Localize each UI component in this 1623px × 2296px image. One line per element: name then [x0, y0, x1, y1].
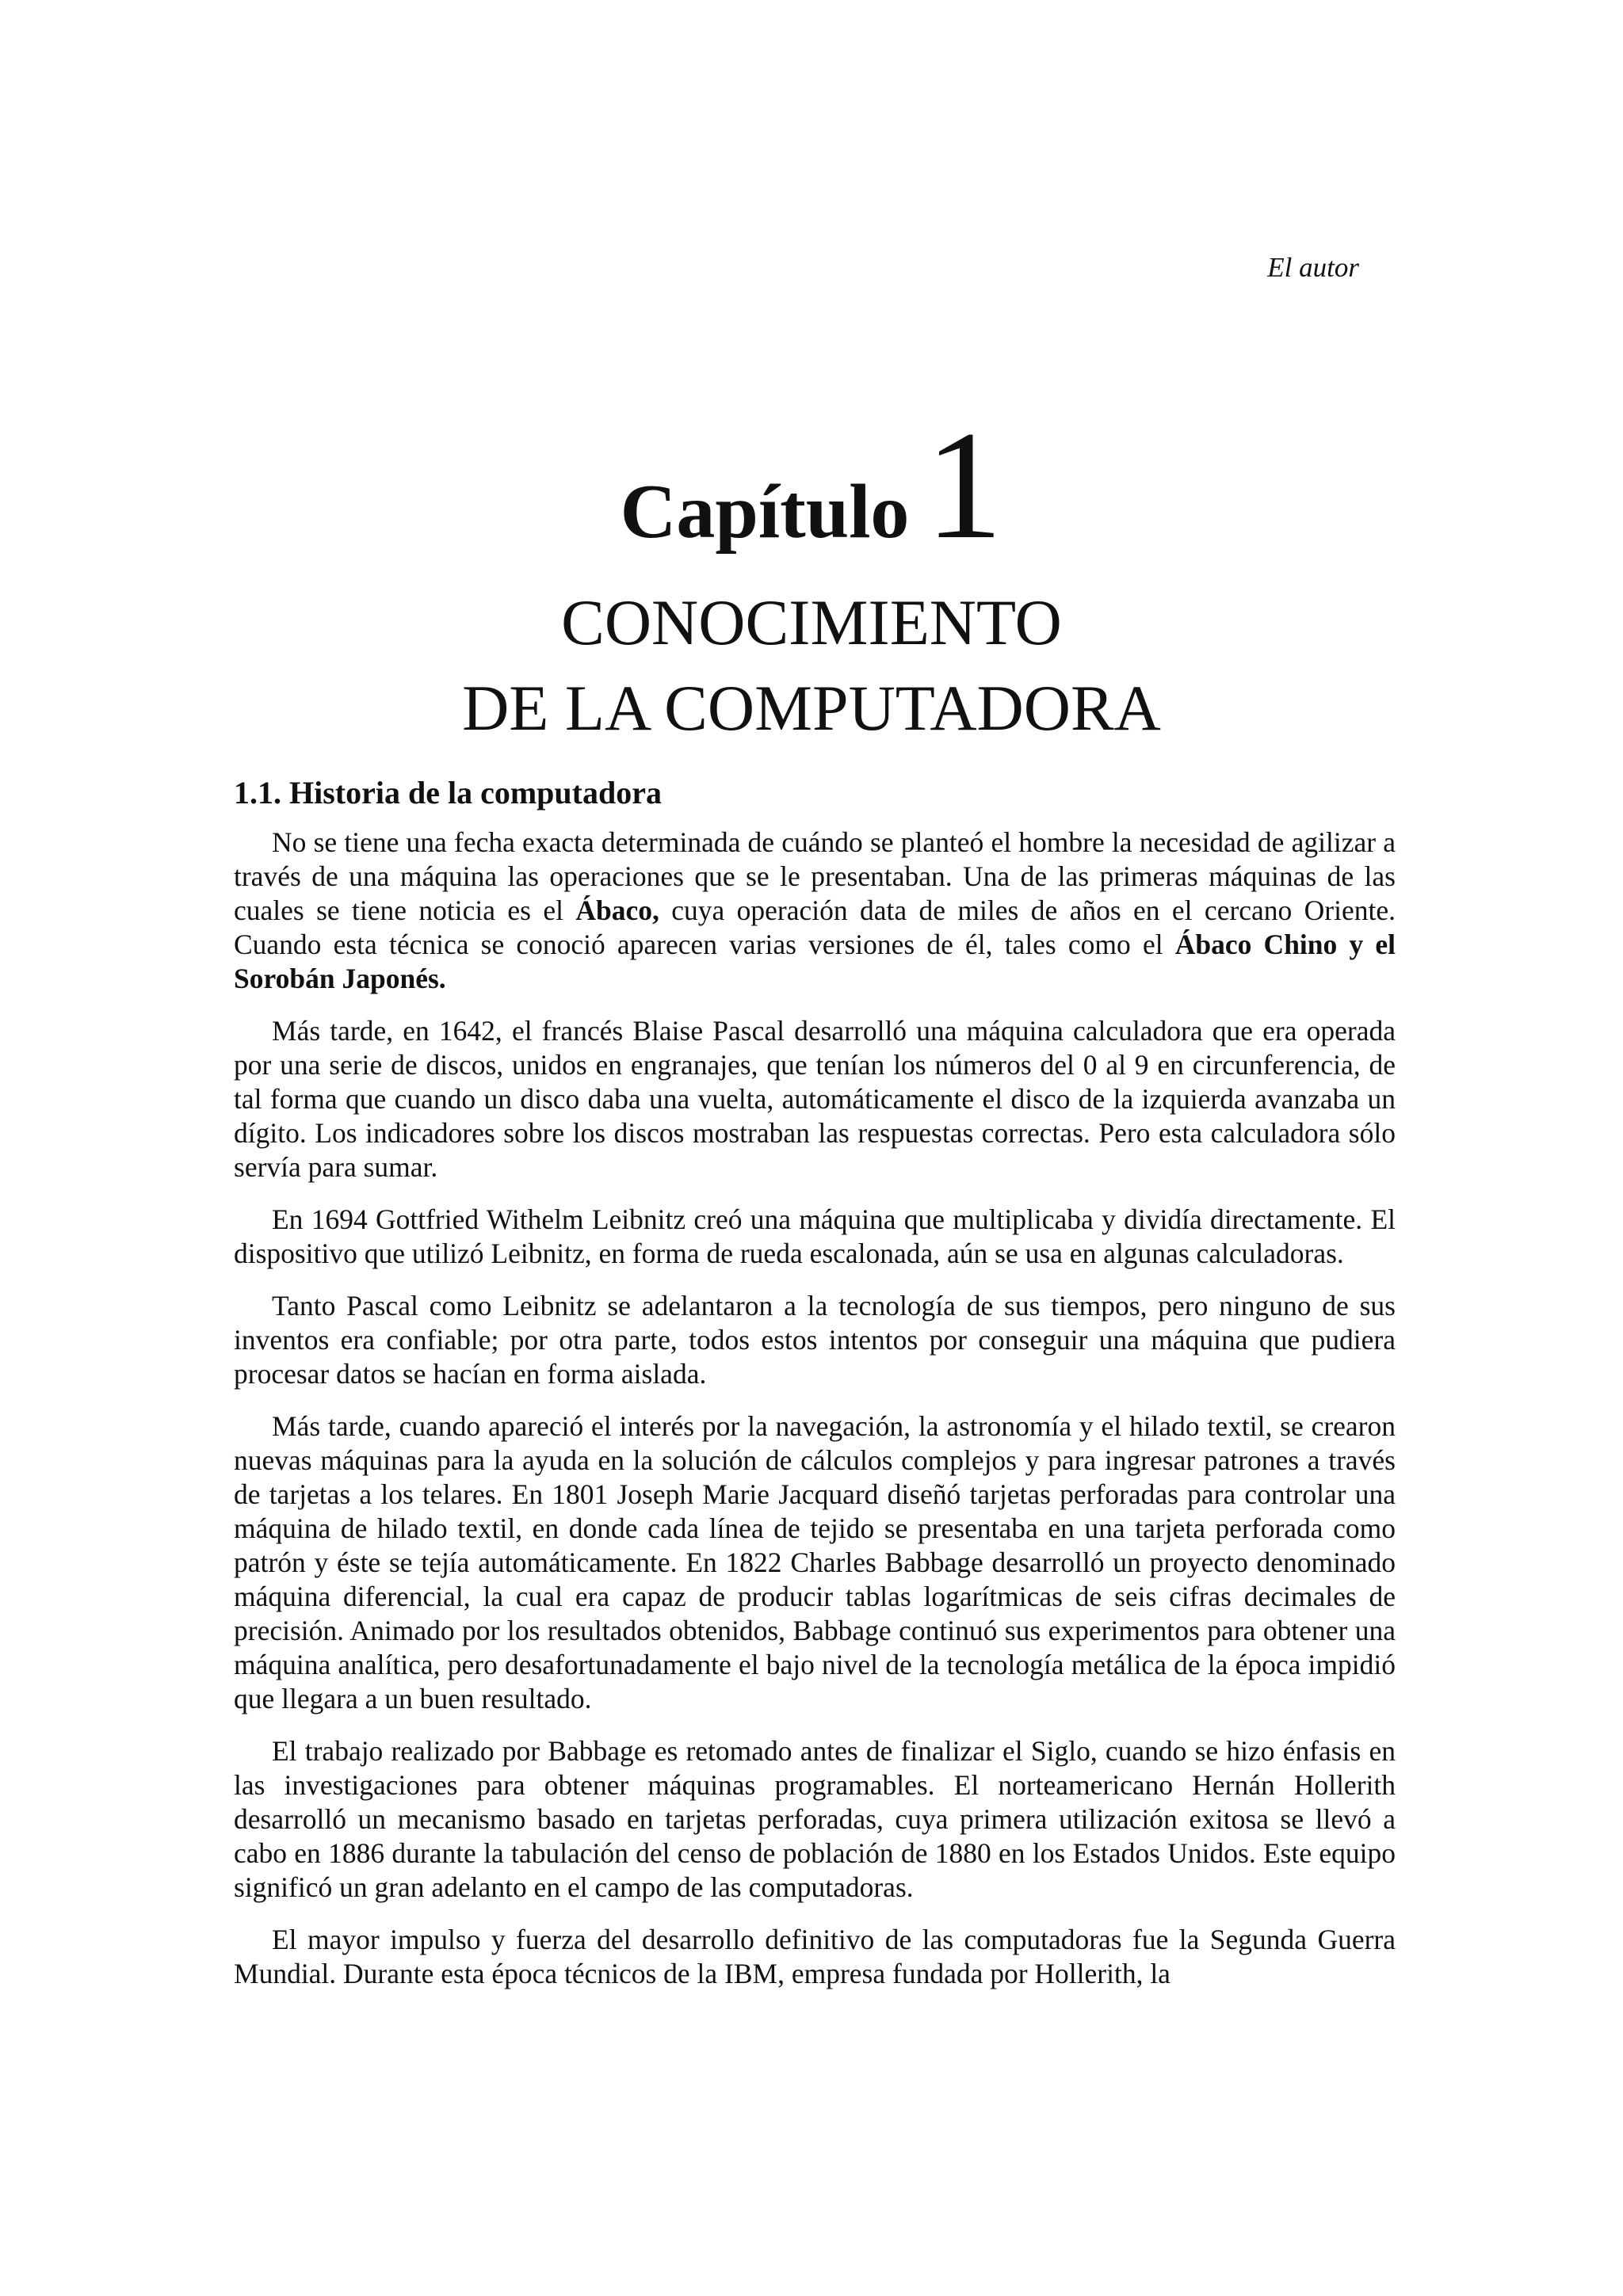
chapter-label: Capítulo: [620, 469, 910, 555]
paragraph-2: Más tarde, en 1642, el francés Blaise Pascal desarrolló una máquina calculadora que era operada por una serie de discos, unidos en engranajes, que tenían los números del 0 al 9 en circunferencia, de tal forma que cuando un disco daba una vuelta, automáticamente el disco de la izquierda avanzaba un dígito. Los indicadores sobre los discos mostraban las respuestas correctas. Pero esta calculadora sólo servía para sumar.: [234, 1015, 1396, 1183]
paragraph-1-text-c: cuya operación data de miles de años en el cercano Oriente. Cuando esta técnica se conoció aparecen varias versiones de él, tales como el: [234, 894, 1396, 960]
paragraph-1-text-a: No se tiene una fecha exacta determinada de cuándo se planteó el hombre la necesidad de agilizar a través de una máquina las operaciones que se le presentaban. Una de las primeras máquinas de las cuales se tiene noticia es el: [234, 826, 1396, 926]
body-text: [234, 826, 1396, 2009]
chapter-number: 1: [925, 399, 1003, 571]
abaco-chino-term: Ábaco Chino y el Sorobán Japonés.: [234, 929, 1396, 994]
paragraph-7: El mayor impulso y fuerza del desarrollo definitivo de las computadoras fue la Segunda Guerra Mundial. Durante esta época técnicos de la IBM, empresa fundada por Hollerith, la: [234, 1924, 1396, 1989]
paragraph-1: [234, 826, 1396, 996]
chapter-title-line-2: DE LA COMPUTADORA: [462, 672, 1161, 744]
chapter-title: [0, 580, 1623, 751]
abaco-term: Ábaco,: [575, 894, 659, 926]
paragraph-6: El trabajo realizado por Babbage es retomado antes de finalizar el Siglo, cuando se hizo énfasis en las investigaciones para obtener máquinas programables. El norteamericano Hernán Hollerith desarrolló un mecanismo basado en tarjetas perforadas, cuya primera utilización exitosa se llevó a cabo en 1886 durante la tabulación del censo de población de 1880 en los Estados Unidos. Este equipo significó un gran adelanto en el campo de las computadoras.: [234, 1735, 1396, 1903]
paragraph-5: Más tarde, cuando apareció el interés por la navegación, la astronomía y el hilado textil, se crearon nuevas máquinas para la ayuda en la solución de cálculos complejos y para ingresar patrones a través de tarjetas a los telares. En 1801 Joseph Marie Jacquard diseñó tarjetas perforadas para controlar una máquina de hilado textil, en donde cada línea de tejido se presentaba en una tarjeta perforada como patrón y éste se tejía automáticamente. En 1822 Charles Babbage desarrolló un proyecto denominado máquina diferencial, la cual era capaz de producir tablas logarítmicas de seis cifras decimales de precisión. Animado por los resultados obtenidos, Babbage continuó sus experimentos para obtener una máquina analítica, pero desafortunadamente el bajo nivel de la tecnología metálica de la época impidió que llegara a un buen resultado.: [234, 1410, 1396, 1714]
chapter-heading: [0, 396, 1623, 571]
author-header: El autor: [1267, 252, 1359, 283]
paragraph-3: En 1694 Gottfried Withelm Leibnitz creó una máquina que multiplicaba y dividía directamente. El dispositivo que utilizó Leibnitz, en forma de rueda escalonada, aún se usa en algunas calculadoras.: [234, 1203, 1396, 1269]
paragraph-4: Tanto Pascal como Leibnitz se adelantaron a la tecnología de sus tiempos, pero ninguno de sus inventos era confiable; por otra parte, todos estos intentos por conseguir una máquina que pudiera procesar datos se hacían en forma aislada.: [234, 1290, 1396, 1390]
section-title: 1.1. Historia de la computadora: [234, 775, 662, 810]
chapter-title-line-1: CONOCIMIENTO: [561, 586, 1062, 658]
